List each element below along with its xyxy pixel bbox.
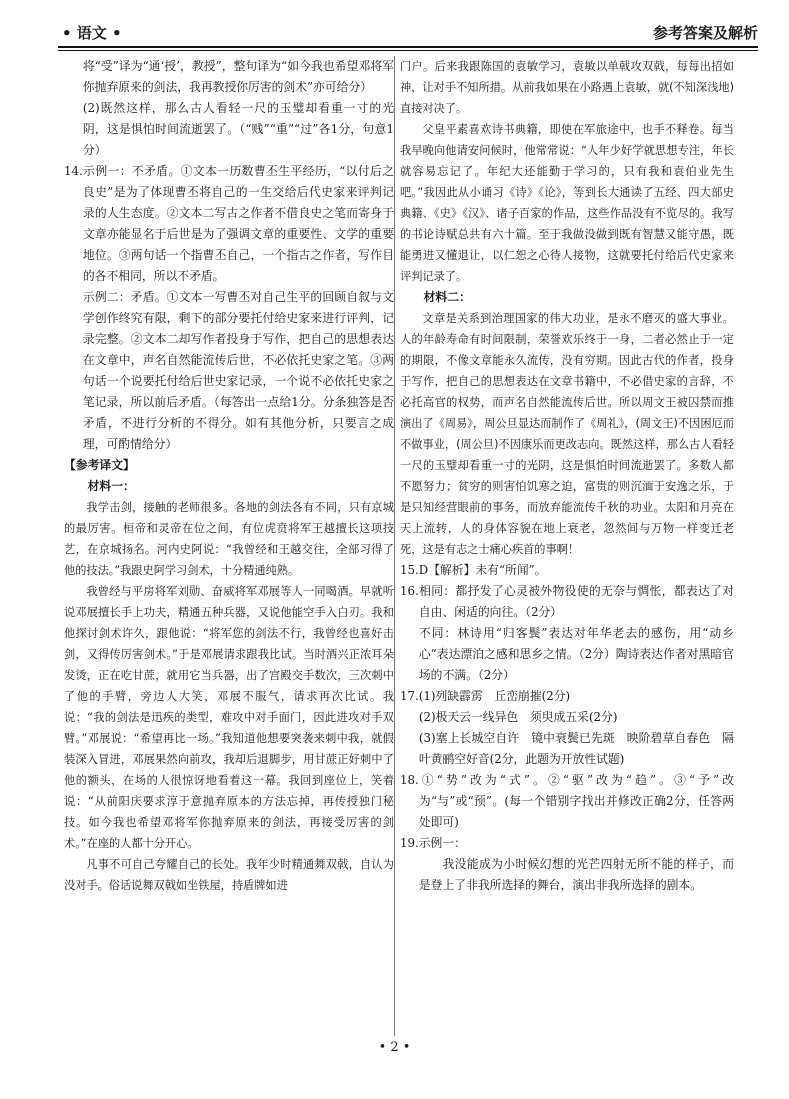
subject-label: • 语文 •: [62, 24, 122, 42]
question-16: 16.相同：都抒发了心灵被外物役使的无奈与惆怅，都表达了对自由、闲适的向往。（2分）: [400, 584, 734, 619]
translation-paragraph: 我曾经与平房将军刘勋、奋威将军邓展等人一同喝酒。早就听说邓展擅长手上功夫，精通五种兵器，又说他能空手入白刃。我和他探讨剑术许久，跟他说：“将军您的剑法不行，我曾经也喜好击剑，又得传厉害剑术。”于是邓展请求跟我比试。当时酒兴正浓耳朵发烫，正在吃甘蔗，就用它当兵器，出了宫殿交手数次，三次刺中了他的手臂，旁边人大笑，邓展不服气，请求再次比试。我说：“我的剑法是迅疾的类型，难攻中对手面门，因此进攻对手双臂。”邓展说：“希望再比一场。”我知道他想要突袭来刺中我，就假装深入冒进，邓展果然向前攻，我却后退脚步，用甘蔗正好刺中了他的额头，在场的人很惊讶地看着这一幕。我回到座位上，笑着说：“从前阳庆要求淳于意抛弃原本的方法忘掉，再传授独门秘技。如今我也希望邓将军你抛弃原来的剑法，再接受厉害的剑术。”在座的人都十分开心。: [64, 585, 394, 850]
answer-paragraph: 将“受”译为“通‘授’，教授”，整句译为“如今我也希望邓将军你抛弃原来的剑法，我再教授你厉害的剑术”亦可给分）: [82, 59, 394, 94]
translation-paragraph: 我学击剑，接触的老师很多。各地的剑法各有不同，只有京城的最厉害。桓帝和灵帝在位之间，有位虎贲将军王越擅长这项技艺，在京城扬名。河内史阿说：“我曾经和王越交往，全部习得了他的技法。”我跟史阿学习剑术，十分精通纯熟。: [64, 501, 394, 577]
column-divider: [394, 56, 395, 1036]
header-rule: [58, 46, 758, 48]
left-column: [64, 56, 394, 896]
material-1-title: 材料一：: [87, 479, 135, 493]
answer-paragraph: (2)既然这样，那么古人看轻一尺的玉璧却看重一寸的光阴，这是惧怕时间流逝罢了。（“贱”“重”“过”各1分，句意1分）: [82, 101, 394, 157]
question-19: 19.示例一：: [400, 836, 466, 850]
question-14-example-2: 示例二：矛盾。①文本一写曹丕对自己生平的回顾自叙与文学创作终究有限，剩下的部分要托付给史家来进行评判，记录完整。②文本二却写作者投身于写作，把自己的思想表达在文章中，声名自然能流传后世，不必依托史家之笔。③两句话一个说要托付给后世史家记录，一个说不必依托史家之笔记录，所以前后矛盾。（每答出一点给1分。分条独答是否矛盾，不进行分析的不得分。如有其他分析，只要言之成理，可酌情给分）: [82, 290, 394, 451]
right-column: [400, 56, 734, 896]
translation-paragraph: 文章是关系到治理国家的伟大功业，是永不磨灭的盛大事业。人的年龄寿命有时间限制，荣誉欢乐终于一身，二者必然止于一定的期限，不像文章能永久流传，没有穷期。因此古代的作者，投身于写作，把自己的思想表达在文章书籍中，不必借史家的言辞，不必托高官的权势，而声名自然能流传后世。所以周文王被囚禁而推演出了《周易》，周公旦显达而制作了《周礼》，(周文王)不因困厄而不做事业，(周公旦)不因康乐而更改志向。既然这样，那么古人看轻一尺的玉璧却看重一寸的光阴，这是惧怕时间流逝罢了。多数人都不愿努力；贫穷的则害怕饥寒之迫，富贵的则沉湎于安逸之乐，于是只知经营眼前的事务，而放弃能流传千秋的功业。太阳和月亮在天上流转，人的身体容貌在地上衰老，忽然间与万物一样变迁老死，这是有志之士痛心疾首的事啊！: [400, 312, 734, 556]
question-14: 14.示例一：不矛盾。①文本一历数曹丕生平经历，“以付后之良史”是为了体现曹丕将自己的一生交给后代史家来评判记录的人生态度。②文本二写古之作者不借良史之笔而寄身于文章亦能显名于后世是为了强调文章的重要性、文学的重要地位。③两句话一个指曹丕自己，一个指古之作者，写作目的各不相同，所以不矛盾。: [64, 164, 394, 283]
page-header: [58, 12, 758, 48]
header-rule-thin: [58, 50, 758, 51]
translation-paragraph: 门户。后来我跟陈国的袁敏学习，袁敏以单戟攻双戟，每每出招如神，让对手不知所措。从前我如果在小路遇上袁敏，就(不知深浅地)直接对决了。: [400, 60, 734, 115]
question-19-example: 我没能成为小时候幻想的光芒四射无所不能的样子，而是登上了非我所选择的舞台，演出非我所选择的剧本。: [418, 857, 734, 892]
header-title: 参考答案及解析: [652, 24, 758, 42]
page-number: • 2 •: [378, 1040, 411, 1055]
question-18: 18.①“势”改为“式”。②“驱”改为“趋”。③“予”改为“与”或“预”。(每一个错别字找出并修改正确2分，任答两处即可): [400, 773, 734, 829]
question-15: 15.D【解析】未有“所闻”。: [400, 563, 547, 577]
reference-translation-title: 【参考译文】: [64, 458, 135, 472]
question-16-diff: 不同：林诗用“归客鬓”表达对年华老去的感伤，用“动乡心”表达漂泊之感和思乡之情。（2分）陶诗表达作者对黑暗官场的不满。（2分）: [418, 626, 734, 682]
question-17-3: (3)塞上长城空自许 镜中衰鬓已先斑 映阶碧草自春色 隔叶黄鹂空好音(2分，此题为开放性试题): [418, 731, 734, 766]
question-17-1: 17.(1)列缺霹雳 丘峦崩摧(2分): [400, 689, 571, 703]
translation-paragraph: 父皇平素喜欢诗书典籍，即使在军旅途中，也手不释卷。每当我早晚向他请安问候时，他常常说：“人年少好学就思想专注，年长就容易忘记了。年纪大还能勤于学习的，只有我和袁伯业先生吧。”我因此从小诵习《诗》《论》，等到长大通读了五经、四大部史典籍、《史》《汉》、诸子百家的作品，这些作品没有不览尽的。我写的书论诗赋总共有六十篇。至于我做没做到既有智慧又能守愚，既能勇进又懂退让，以仁恕之心待人接物，这就要托付给后代史家来评判记录了。: [400, 123, 734, 283]
material-2-title: 材料二：: [423, 290, 471, 304]
translation-paragraph: 凡事不可自己夸耀自己的长处。我年少时精通舞双戟，自认为没对手。俗话说舞双戟如坐铁屋，持盾牌如进: [64, 858, 394, 892]
question-17-2: (2)极天云一线异色 须臾成五采(2分): [418, 710, 618, 724]
